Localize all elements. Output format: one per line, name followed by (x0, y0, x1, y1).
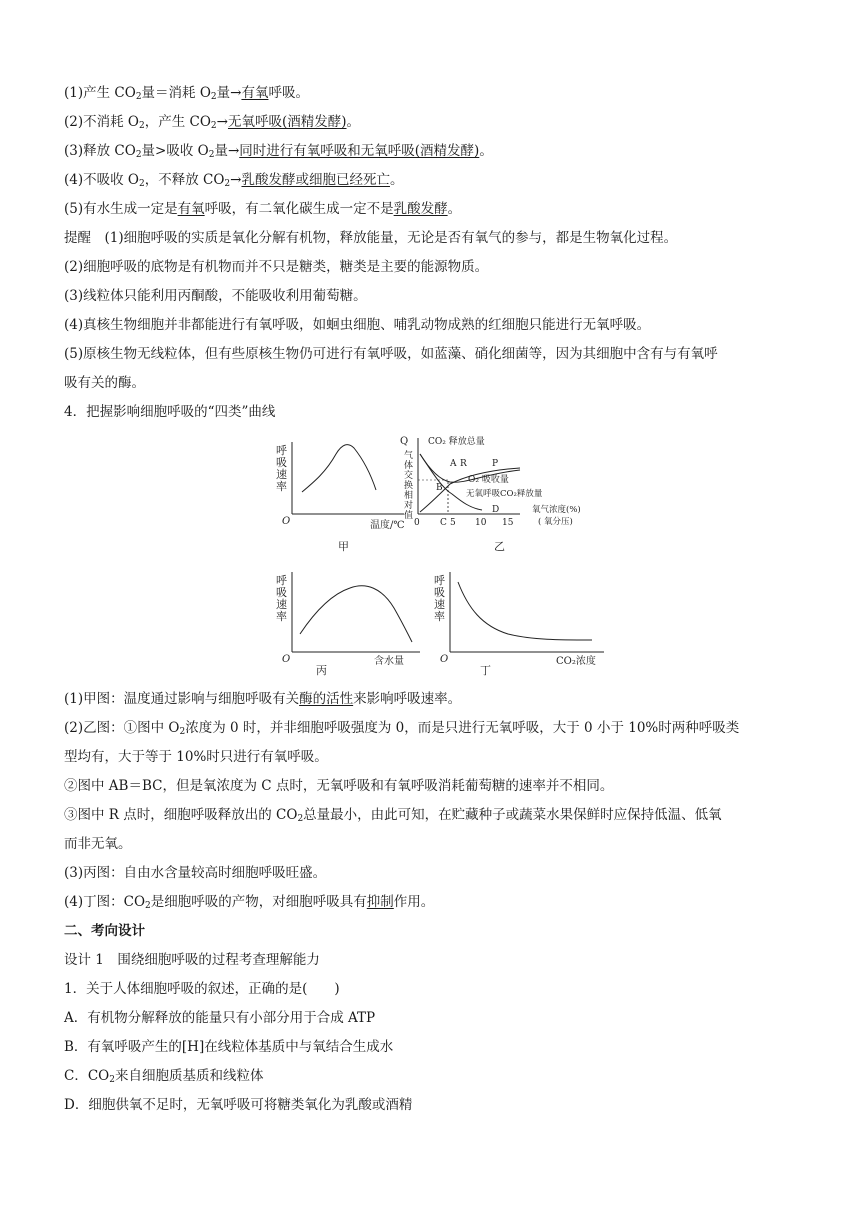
text-segment: (2)不消耗 O (64, 114, 139, 130)
text-segment: 浓度为 0 时，并非细胞呼吸强度为 0，而是只进行无氧呼吸，大于 0 小于 10%时两种呼吸类 (185, 720, 740, 736)
figure-yi (400, 435, 581, 553)
bing-origin: O (282, 654, 291, 665)
text-segment: ，产生 CO (144, 114, 211, 130)
yi-ylabel: 气体交换相对值 (404, 451, 414, 521)
text-segment: (3)释放 CO (64, 143, 136, 159)
jia-origin: O (282, 516, 291, 527)
underlined-answer: 同时进行有氧呼吸和无氧呼吸(酒精发酵) (239, 143, 480, 159)
text-segment: (4)丁图：CO (64, 894, 146, 910)
text-line-l8 (64, 287, 367, 305)
underlined-answer: 乳酸发酵或细胞已经死亡 (241, 172, 390, 188)
text-segment: 设计 1 围绕细胞呼吸的过程考查理解能力 (64, 952, 320, 968)
yi-o2-label: O₂ 吸收量 (468, 475, 509, 485)
text-line-l4 (64, 171, 403, 189)
yi-A: A (450, 459, 457, 469)
subscript: 2 (135, 92, 142, 102)
text-segment: 量>吸收 O (141, 143, 209, 159)
text-line-l25 (64, 1038, 393, 1056)
text-segment: 。 (346, 114, 361, 130)
subscript: 2 (208, 150, 215, 160)
underlined-answer: 无氧呼吸(酒精发酵) (227, 114, 347, 130)
text-segment: 来自细胞质基质和线粒体 (114, 1068, 264, 1084)
text-line-l27 (64, 1096, 412, 1114)
text-segment: ③图中 R 点时，细胞呼吸释放出的 CO (64, 807, 298, 823)
jia-xlabel: 温度/℃ (370, 520, 405, 531)
figure-jia (276, 442, 405, 553)
yi-D: D (492, 505, 500, 515)
yi-tick-10: 10 (475, 518, 487, 528)
text-line-l21 (64, 922, 145, 940)
text-line-l16 (64, 777, 613, 795)
yi-xlabel1: 氧气浓度(%) (532, 505, 581, 515)
text-segment: 4．把握影响细胞呼吸的“四类”曲线 (64, 404, 276, 420)
text-line-l15 (64, 748, 328, 766)
ding-xlabel: CO₂浓度 (556, 656, 596, 667)
ding-ylabel: 呼吸速率 (434, 574, 445, 623)
text-segment: (4)不吸收 O (64, 172, 139, 188)
text-line-l18 (64, 835, 132, 853)
text-line-l1 (64, 84, 309, 102)
yi-tick-0: 0 (414, 518, 420, 528)
subscript: 2 (297, 814, 304, 824)
text-line-l13 (64, 690, 461, 708)
text-segment: ②图中 AB＝BC，但是氧浓度为 C 点时，无氧呼吸和有氧呼吸消耗葡萄糖的速率并不相同。 (64, 778, 614, 794)
jia-curve (302, 445, 376, 492)
text-line-l20 (64, 893, 434, 911)
text-segment: (2)细胞呼吸的底物是有机物而并不只是糖类，糖类是主要的能源物质。 (64, 259, 489, 275)
text-segment: (3)线粒体只能利用丙酮酸，不能吸收利用葡萄糖。 (64, 288, 367, 304)
text-segment: 呼吸，有二氧化碳生成一定不是 (204, 201, 394, 217)
text-segment: ，不释放 CO (144, 172, 225, 188)
text-segment: 吸有关的酶。 (64, 375, 145, 391)
jia-caption: 甲 (338, 540, 349, 553)
text-segment: A．有机物分解释放的能量只有小部分用于合成 ATP (64, 1010, 376, 1026)
text-segment: (5)原核生物无线粒体，但有些原核生物仍可进行有氧呼吸，如蓝藻、硝化细菌等，因为其细胞中含有与有氧呼 (64, 346, 718, 362)
text-segment: (5)有水生成一定是 (64, 201, 178, 217)
subscript: 2 (109, 1075, 115, 1085)
figure-bing (276, 572, 420, 677)
text-segment: → (216, 114, 228, 130)
text-segment: 来影响呼吸速率。 (353, 691, 462, 707)
text-segment: (4)真核生物细胞并非都能进行有氧呼吸，如蛔虫细胞、哺乳动物成熟的红细胞只能进行无氧呼吸。 (64, 317, 651, 333)
text-line-l17 (64, 806, 722, 824)
underlined-answer: 有氧 (241, 85, 269, 101)
text-segment: (1)甲图：温度通过影响与细胞呼吸有关 (64, 691, 300, 707)
text-line-l10 (64, 345, 718, 363)
underlined-answer: 抑制 (366, 894, 394, 910)
bing-xlabel: 含水量 (374, 656, 404, 667)
text-segment: → (230, 172, 242, 188)
yi-co2-total-label: CO₂ 释放总量 (428, 437, 485, 447)
text-line-l22 (64, 951, 320, 969)
text-segment: 量＝消耗 O (141, 85, 211, 101)
text-line-l7 (64, 258, 488, 276)
text-segment: (1)产生 CO (64, 85, 136, 101)
jia-ylabel: 呼吸速率 (276, 444, 287, 493)
text-segment: 呼吸。 (268, 85, 309, 101)
text-segment: (3)丙图：自由水含量较高时细胞呼吸旺盛。 (64, 865, 327, 881)
text-segment: 型均有，大于等于 10%时只进行有氧呼吸。 (64, 749, 328, 765)
text-segment: 。 (479, 143, 493, 159)
yi-C: C (440, 518, 447, 528)
underlined-answer: 乳酸发酵 (393, 201, 448, 217)
subscript: 2 (138, 179, 145, 189)
yi-tick-15: 15 (502, 518, 514, 528)
yi-P: P (492, 459, 499, 469)
bing-caption: 丙 (316, 664, 327, 677)
yi-R: R (460, 459, 467, 469)
underlined-answer: 有氧 (177, 201, 205, 217)
text-segment: 提醒 (1)细胞呼吸的实质是氧化分解有机物，释放能量，无论是否有氧气的参与，都是生物氧化过程。 (64, 230, 678, 246)
text-segment: 二、考向设计 (64, 923, 145, 939)
four-curves-figure (270, 432, 620, 678)
subscript: 2 (145, 901, 151, 911)
text-line-l5 (64, 200, 461, 218)
text-line-l2 (64, 113, 360, 131)
yi-anaerobic-label: 无氧呼吸CO₂释放量 (466, 489, 543, 499)
text-segment: D．细胞供氧不足时，无氧呼吸可将糖类氧化为乳酸或酒精 (64, 1097, 413, 1113)
text-line-l14 (64, 719, 739, 737)
ding-curve (458, 582, 592, 640)
text-segment: (2)乙图：①图中 O (64, 720, 180, 736)
text-segment: 作用。 (393, 894, 435, 910)
ding-origin: O (440, 654, 449, 665)
text-line-l23 (64, 980, 340, 998)
underlined-answer: 酶的活性 (299, 691, 354, 707)
subscript: 2 (135, 150, 142, 160)
text-segment: 1．关于人体细胞呼吸的叙述，正确的是( ) (64, 981, 340, 997)
yi-B: B (436, 483, 443, 493)
yi-xlabel2: ( 氧分压) (538, 517, 573, 527)
yi-caption: 乙 (494, 540, 505, 553)
text-segment: B．有氧呼吸产生的[H]在线粒体基质中与氧结合生成水 (64, 1039, 394, 1055)
text-segment: 是细胞呼吸的产物，对细胞呼吸具有 (150, 894, 367, 910)
text-line-l3 (64, 142, 493, 160)
subscript: 2 (224, 179, 231, 189)
text-segment: 总量最小，由此可知，在贮藏种子或蔬菜水果保鲜时应保持低温、低氧 (303, 807, 722, 823)
text-segment: 。 (447, 201, 462, 217)
bing-curve (300, 586, 412, 642)
figures-svg (270, 432, 620, 678)
text-segment: 量→ (214, 143, 240, 159)
ding-caption: 丁 (480, 664, 491, 677)
text-line-l12 (64, 403, 275, 421)
bing-ylabel: 呼吸速率 (276, 574, 287, 623)
text-line-l11 (64, 374, 145, 392)
subscript: 2 (138, 121, 145, 131)
text-line-l26 (64, 1067, 263, 1085)
text-line-l19 (64, 864, 326, 882)
text-line-l9 (64, 316, 650, 334)
text-segment: 。 (389, 172, 404, 188)
text-segment: 量→ (216, 85, 242, 101)
subscript: 2 (210, 121, 217, 131)
yi-q-label: Q (400, 436, 409, 447)
text-line-l6 (64, 229, 677, 247)
subscript: 2 (210, 92, 217, 102)
text-segment: 而非无氧。 (64, 836, 132, 852)
yi-tick-5: 5 (450, 518, 456, 528)
text-line-l24 (64, 1009, 375, 1027)
subscript: 2 (179, 727, 186, 737)
text-segment: C．CO (64, 1068, 110, 1084)
figure-ding (434, 572, 604, 677)
